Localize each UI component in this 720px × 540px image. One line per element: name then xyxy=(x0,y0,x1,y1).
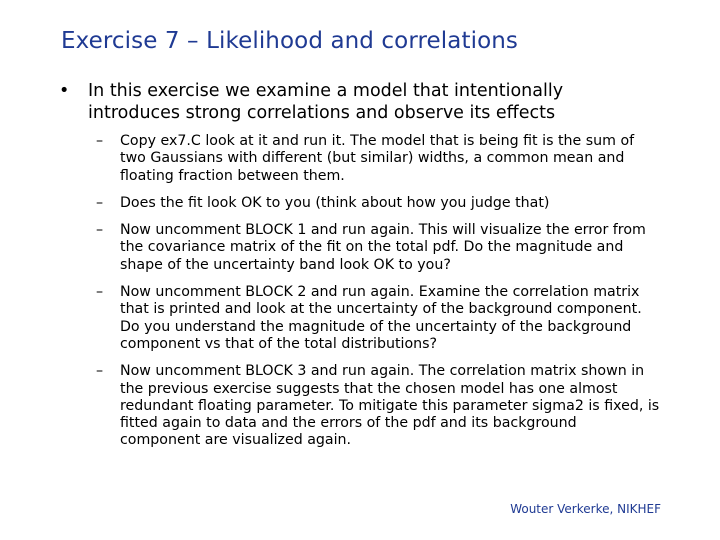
dash-marker: – xyxy=(96,363,104,380)
main-bullet xyxy=(59,80,659,124)
author-footer: Wouter Verkerke, NIKHEF xyxy=(510,502,661,516)
sub-bullet-1 xyxy=(96,133,661,185)
dash-marker: – xyxy=(96,133,104,149)
dash-marker: – xyxy=(96,284,104,301)
sub-bullet-5 xyxy=(96,363,661,449)
sub-bullet-text: Now uncomment BLOCK 2 and run again. Examine the correlation matrix that is printed and look at the uncertainty of the background component. Do you understand the magnitude of the uncertainty of the background component vs that of the total distributions? xyxy=(120,284,642,352)
sub-bullet-4 xyxy=(96,284,661,353)
sub-bullet-list xyxy=(96,133,661,450)
dash-marker: – xyxy=(96,222,104,239)
sub-bullet-text: Now uncomment BLOCK 1 and run again. This will visualize the error from the covariance matrix of the fit on the total pdf. Do the magnitude and shape of the uncertainty band look OK to you? xyxy=(120,222,646,273)
dash-marker: – xyxy=(96,194,104,211)
sub-bullet-text: Copy ex7.C look at it and run it. The model that is being fit is the sum of two Gaussians with different (but similar) widths, a common mean and floating fraction between them. xyxy=(120,133,635,184)
sub-bullet-2 xyxy=(96,195,661,212)
sub-bullet-3 xyxy=(96,222,661,274)
slide-title: Exercise 7 – Likelihood and correlations xyxy=(61,28,519,54)
sub-bullet-text: Now uncomment BLOCK 3 and run again. The correlation matrix shown in the previous exercise suggests that the chosen model has one almost redundant floating parameter. To mitigate this parameter sigma2 is fixed, is fitted again to data and the errors of the pdf and its background component are visualized again. xyxy=(120,363,660,449)
bullet-text: In this exercise we examine a model that intentionally introduces strong correlations and observe its effects xyxy=(88,81,564,123)
sub-bullet-text: Does the fit look OK to you (think about how you judge that) xyxy=(120,194,550,211)
bullet-marker: • xyxy=(59,81,70,101)
